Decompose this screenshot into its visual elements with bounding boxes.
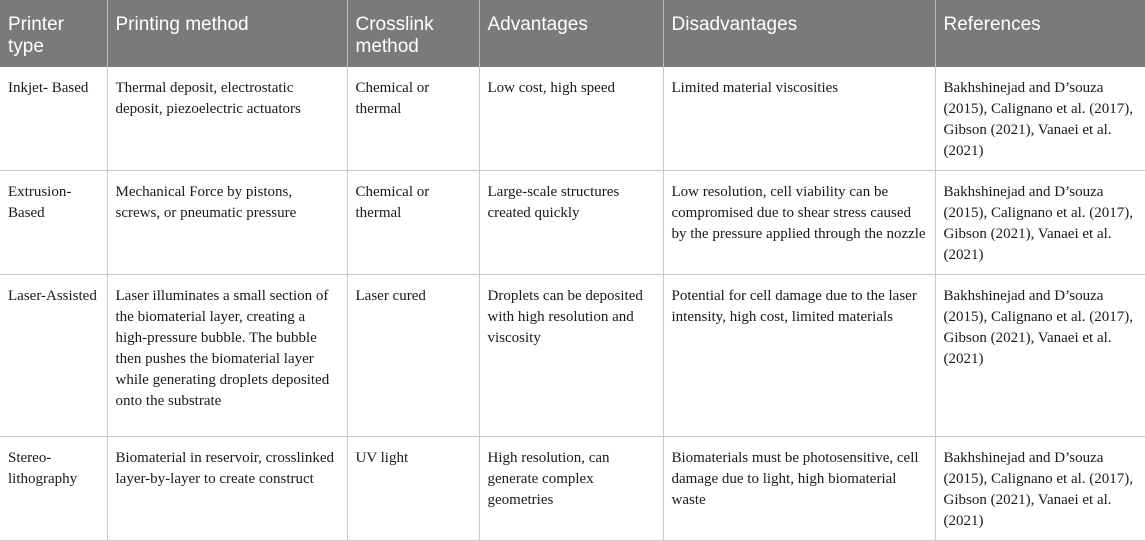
- cell-advantages: Low cost, high speed: [479, 67, 663, 171]
- cell-printer-type: Stereo-lithography: [0, 437, 107, 541]
- cell-references: Bakhshinejad and D’souza (2015), Calignano et al. (2017), Gibson (2021), Vanaei et al. (2021): [935, 171, 1145, 275]
- header-disadvantages: Disadvantages: [663, 0, 935, 67]
- cell-crosslink-method: Chemical or thermal: [347, 171, 479, 275]
- cell-references: Bakhshinejad and D’souza (2015), Calignano et al. (2017), Gibson (2021), Vanaei et al. (2021): [935, 67, 1145, 171]
- cell-printing-method: Laser illuminates a small section of the biomaterial layer, creating a high-pressure bubble. The bubble then pushes the biomaterial layer while generating droplets deposited onto the substrate: [107, 275, 347, 437]
- cell-printing-method: Thermal deposit, electrostatic deposit, piezoelectric actuators: [107, 67, 347, 171]
- table-row: [0, 275, 1145, 437]
- cell-crosslink-method: Laser cured: [347, 275, 479, 437]
- cell-printing-method: Biomaterial in reservoir, crosslinked layer-by-layer to create construct: [107, 437, 347, 541]
- header-references: References: [935, 0, 1145, 67]
- cell-printer-type: Inkjet- Based: [0, 67, 107, 171]
- cell-advantages: Large-scale structures created quickly: [479, 171, 663, 275]
- table-row: [0, 171, 1145, 275]
- cell-crosslink-method: Chemical or thermal: [347, 67, 479, 171]
- cell-advantages: Droplets can be deposited with high resolution and viscosity: [479, 275, 663, 437]
- cell-printer-type: Extrusion-Based: [0, 171, 107, 275]
- cell-disadvantages: Limited material viscosities: [663, 67, 935, 171]
- header-crosslink-method: Crosslink method: [347, 0, 479, 67]
- table-row: [0, 437, 1145, 541]
- cell-disadvantages: Potential for cell damage due to the laser intensity, high cost, limited materials: [663, 275, 935, 437]
- header-printing-method: Printing method: [107, 0, 347, 67]
- header-advantages: Advantages: [479, 0, 663, 67]
- header-printer-type: Printer type: [0, 0, 107, 67]
- cell-crosslink-method: UV light: [347, 437, 479, 541]
- cell-references: Bakhshinejad and D’souza (2015), Calignano et al. (2017), Gibson (2021), Vanaei et al. (2021): [935, 275, 1145, 437]
- cell-printing-method: Mechanical Force by pistons, screws, or pneumatic pressure: [107, 171, 347, 275]
- table-header-row: [0, 0, 1145, 67]
- cell-disadvantages: Low resolution, cell viability can be compromised due to shear stress caused by the pressure applied through the nozzle: [663, 171, 935, 275]
- cell-advantages: High resolution, can generate complex geometries: [479, 437, 663, 541]
- table-row: [0, 67, 1145, 171]
- cell-printer-type: Laser-Assisted: [0, 275, 107, 437]
- cell-disadvantages: Biomaterials must be photosensitive, cell damage due to light, high biomaterial waste: [663, 437, 935, 541]
- cell-references: Bakhshinejad and D’souza (2015), Calignano et al. (2017), Gibson (2021), Vanaei et al. (2021): [935, 437, 1145, 541]
